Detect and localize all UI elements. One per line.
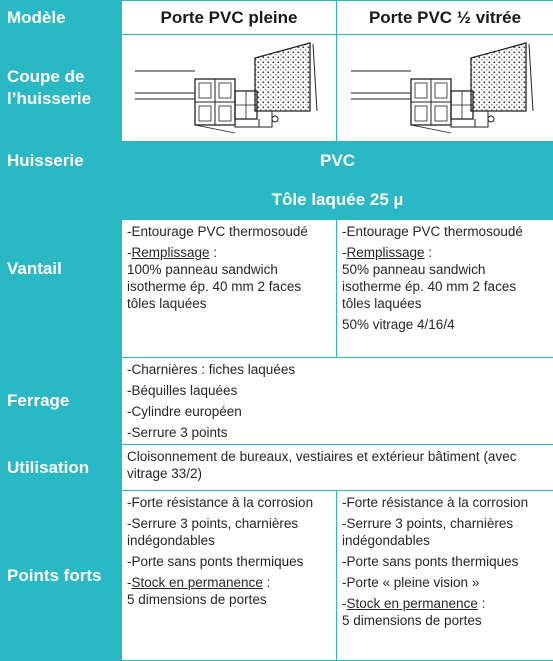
coupe-cell-vitree — [337, 35, 553, 142]
points-forts-cell-vitree: -Forte résistance à la corrosion -Serrure 3 points, charnières indégondables -Porte sans ponts thermiques -Porte « pleine vision » -Stock en permanence : 5 dimensions de portes — [337, 491, 553, 661]
utilisation-cell: Cloisonnement de bureaux, vestiaires et extérieur bâtiment (avec vitrage 33/2) — [122, 445, 553, 491]
list-item: -Cylindre européen — [127, 404, 242, 419]
list-item: -Béquilles laquées — [127, 383, 238, 398]
list-item: -Serrure 3 points, charnières indégondables — [127, 516, 299, 548]
vantail-cell-vitree: -Entourage PVC thermosoudé -Remplissage : 50% panneau sandwich isotherme ép. 40 mm 2 faces tôles laquées 50% vitrage 4/16/4 — [337, 220, 553, 358]
model-label: Modèle — [7, 7, 66, 27]
column-header-vitree: Porte PVC ½ vitrée — [337, 1, 553, 35]
row-vantail-shared — [1, 180, 553, 220]
points-forts-cell-pleine: -Forte résistance à la corrosion -Serrure 3 points, charnières indégondables -Porte sans ponts thermiques -Stock en permanence : 5 dimensions de portes — [122, 491, 337, 661]
list-item: -Serrure 3 points, charnières indégondables — [342, 516, 514, 548]
list-item: -Forte résistance à la corrosion — [127, 495, 314, 510]
row-huisserie — [1, 142, 553, 180]
list-item: -Forte résistance à la corrosion — [342, 495, 529, 510]
row-points-forts — [1, 491, 553, 661]
header-row — [1, 1, 553, 35]
list-item: -Serrure 3 points — [127, 425, 228, 440]
list-item: -Porte « pleine vision » — [342, 575, 480, 590]
door-frame-section-drawing-icon — [343, 41, 548, 136]
ferrage-label: Ferrage — [1, 358, 122, 445]
coupe-label: Coupe de l’huisserie — [1, 35, 122, 142]
ferrage-cell — [122, 358, 553, 445]
column-header-pleine: Porte PVC pleine — [122, 1, 337, 35]
huisserie-value: PVC — [122, 142, 553, 180]
list-item: -Porte sans ponts thermiques — [342, 554, 519, 569]
model-header-cell — [1, 1, 122, 35]
vantail-cell-pleine: -Entourage PVC thermosoudé -Remplissage : 100% panneau sandwich isotherme ép. 40 mm 2 faces tôles laquées — [122, 220, 337, 358]
row-utilisation — [1, 445, 553, 491]
huisserie-label: Huisserie — [1, 142, 122, 180]
door-frame-section-drawing-icon — [127, 41, 332, 136]
vantail-shared-value: Tôle laquée 25 µ — [122, 180, 553, 220]
list-item: -Charnières : fiches laquées — [127, 362, 296, 377]
coupe-cell-pleine — [122, 35, 337, 142]
list-item: -Porte sans ponts thermiques — [127, 554, 304, 569]
points-forts-label: Points forts — [1, 491, 122, 661]
utilisation-label: Utilisation — [1, 445, 122, 491]
row-ferrage — [1, 358, 553, 445]
vantail-label: Vantail — [1, 180, 122, 358]
row-coupe — [1, 35, 553, 142]
